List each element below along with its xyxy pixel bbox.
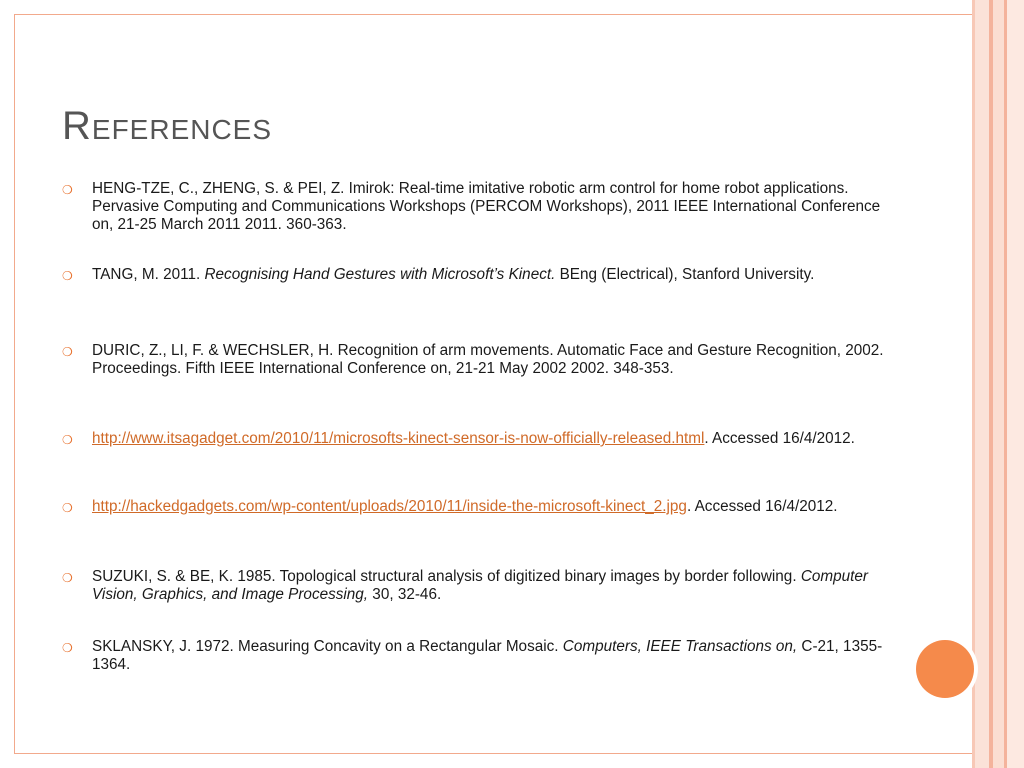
reference-text: . Accessed 16/4/2012. <box>704 430 855 447</box>
reference-text: . Accessed 16/4/2012. <box>686 498 838 515</box>
bullet-icon: ❍ <box>62 345 73 359</box>
reference-text: 30, 32-46. <box>368 586 442 603</box>
bullet-icon: ❍ <box>62 571 73 585</box>
reference-text: SUZUKI, S. & BE, K. 1985. Topological structural analysis of digitized binary images by border following. <box>92 568 801 585</box>
reference-item <box>62 430 892 448</box>
reference-italic-text: Computers, IEEE Transactions on, <box>562 638 798 655</box>
decor-circle <box>916 640 974 698</box>
reference-italic-text: Recognising Hand Gestures with Microsoft’s Kinect. <box>204 266 556 283</box>
frame-bottom-line <box>14 753 972 754</box>
decor-stripe <box>1007 0 1024 768</box>
reference-italic-text: Computer Vision, Graphics, and Image Processing, <box>92 568 868 603</box>
reference-text: SKLANSKY, J. 1972. Measuring Concavity on a Rectangular Mosaic. <box>92 638 563 655</box>
reference-item <box>62 180 892 234</box>
reference-link[interactable]: http://hackedgadgets.com/wp-content/uploads/2010/11/inside-the-microsoft-kinect_2.jpg <box>92 498 687 515</box>
reference-item <box>62 266 892 284</box>
reference-item <box>62 638 892 674</box>
reference-text: TANG, M. 2011. <box>92 266 205 283</box>
reference-text: BEng (Electrical), Stanford University. <box>555 266 815 283</box>
bullet-icon: ❍ <box>62 501 73 515</box>
bullet-icon: ❍ <box>62 269 73 283</box>
bullet-icon: ❍ <box>62 641 73 655</box>
bullet-icon: ❍ <box>62 433 73 447</box>
reference-text: C-21, 1355-1364. <box>92 638 883 673</box>
reference-item <box>62 568 892 604</box>
reference-text: DURIC, Z., LI, F. & WECHSLER, H. Recognition of arm movements. Automatic Face and Gesture Recognition, 2002. Proceedings. Fifth IEEE International Conference on, 21-21 May 2002 2002. 348-353. <box>92 342 884 377</box>
reference-text: HENG-TZE, C., ZHENG, S. & PEI, Z. Imirok: Real-time imitative robotic arm control for home robot applications. Pervasive Computing and Communications Workshops (PERCOM Workshops), 2011 IEEE International Conference on, 21-25 March 2011 2011. 360-363. <box>92 180 881 233</box>
frame-top-line <box>14 14 972 15</box>
slide-title: References <box>62 104 273 148</box>
frame-left-line <box>14 14 15 754</box>
reference-item <box>62 498 892 516</box>
bullet-icon: ❍ <box>62 183 73 197</box>
reference-item <box>62 342 892 378</box>
reference-link[interactable]: http://www.itsagadget.com/2010/11/microsofts-kinect-sensor-is-now-officially-released.html <box>92 430 705 447</box>
decor-stripe <box>975 0 989 768</box>
decor-stripe <box>993 0 1004 768</box>
